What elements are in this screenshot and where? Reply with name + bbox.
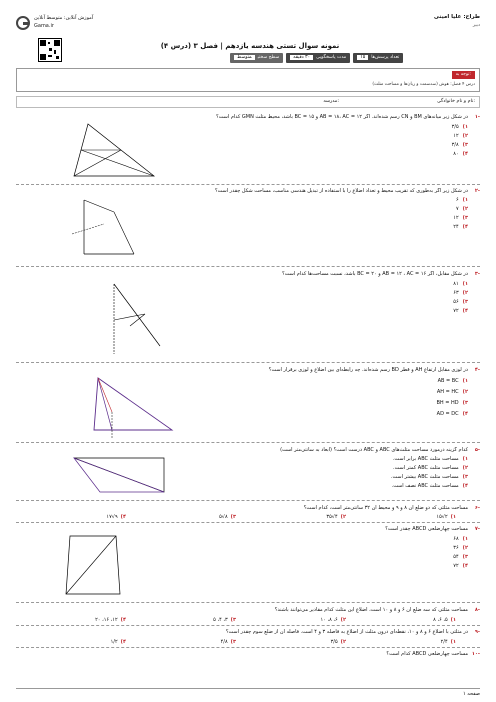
logo-domain: Gama.ir xyxy=(34,23,54,29)
question-text: کدام گزینه درمورد مساحت مثلث‌های ABC و ABC درست است؟ (ابعاد به سانتی‌متر است) xyxy=(280,447,468,453)
option[interactable]: ۳)۱۲ xyxy=(453,215,468,221)
divider xyxy=(16,442,480,443)
option[interactable]: ۲)۶، ۸، ۱۰ xyxy=(320,617,346,623)
designer-block xyxy=(434,14,480,29)
divider xyxy=(16,500,480,501)
option[interactable]: ۳)۵۶ xyxy=(453,299,468,305)
question-number: ۴- xyxy=(474,367,480,373)
option[interactable]: ۳)مساحت مثلث ABC بیشتر است. xyxy=(390,474,468,480)
option[interactable]: ۳)۴/۸ xyxy=(220,639,236,645)
geometry-figure-q3 xyxy=(100,280,180,360)
triangle-figure-q5 xyxy=(70,452,170,498)
question-text: مساحت چهارضلعی ABCD چقدر است؟ xyxy=(385,526,468,532)
option[interactable]: ۱)۲√۱۵ xyxy=(436,514,456,520)
question-text: در مثلثی با اضلاع ۶ و ۸ و ۱۰، نقطه‌ای درون مثلث از اضلاع به فاصله ۳ و ۴ است. فاصله آن از ضلع سوم چقدر است؟ xyxy=(225,629,468,635)
divider xyxy=(16,625,480,626)
option[interactable]: ۲)مساحت مثلث ABC کمتر است. xyxy=(392,465,468,471)
question-text: در شکل زیر اگر به‌طوری که تقریب محیط و تعداد اضلاع را با استفاده از تبدیل هندسی مناسب، مساحت شکل چقدر است؟ xyxy=(214,188,468,194)
question-text: مساحت مثلثی که دو ضلع آن ۸ و ۹ و محیط آن ۳۲ سانتی‌متر است، کدام است؟ xyxy=(303,505,468,511)
gama-logo xyxy=(16,14,94,32)
divider xyxy=(16,266,480,267)
option[interactable]: ۲)AH = HC xyxy=(436,389,468,395)
option[interactable]: ۴)۹√۱۷ xyxy=(106,514,126,520)
question-number: ۳- xyxy=(474,271,480,277)
option[interactable]: ۲)۳۶ xyxy=(453,545,468,551)
option[interactable]: ۲)۱۲ xyxy=(453,133,468,139)
question-number: ۲- xyxy=(474,188,480,194)
option[interactable]: ۴)۷۲ xyxy=(453,308,468,314)
option[interactable]: ۴)۷۲ xyxy=(453,563,468,569)
question-number: ۸- xyxy=(474,607,480,613)
divider xyxy=(16,602,480,603)
question-number: ۷- xyxy=(474,526,480,532)
question-text: مساحت چهارضلعی ABCD کدام است؟ xyxy=(386,651,468,657)
option[interactable]: ۱)۲/۴ xyxy=(440,639,456,645)
question-text: در لوزی مقابل ارتفاع AH و قطر BD رسم شده‌اند. چه رابطه‌ای بین اضلاع و لوزی برقرار است؟ xyxy=(268,367,468,373)
option[interactable]: ۳)۸√۵ xyxy=(219,514,236,520)
divider xyxy=(16,522,480,523)
option[interactable]: ۱)۳/۵ xyxy=(451,124,468,130)
info-tag: توجه به: xyxy=(452,71,475,79)
option[interactable]: ۱)AB = BC xyxy=(437,378,468,384)
geometry-figure-q2 xyxy=(64,194,144,264)
student-name-label: نام و نام خانوادگی: xyxy=(436,99,475,104)
option[interactable]: ۴)AD = DC xyxy=(436,411,468,417)
info-box xyxy=(16,68,480,92)
option[interactable]: ۳)BH = HD xyxy=(436,400,468,406)
divider xyxy=(16,647,480,648)
option[interactable]: ۳)۳، ۴، ۵ xyxy=(213,617,236,623)
question-number: ۹- xyxy=(474,629,480,635)
exam-meta-chips xyxy=(230,53,403,63)
option[interactable]: ۲)۶۳ xyxy=(453,290,468,296)
chip-duration: مدت پاسخگویی۳۰ دقیقه xyxy=(286,53,350,63)
option[interactable]: ۴)۱/۲ xyxy=(110,639,126,645)
option[interactable]: ۳)۵۴ xyxy=(453,554,468,560)
page-title: نمونه سوال تستی هندسه یازدهم | فصل ۳ (درس ۴) xyxy=(160,42,340,50)
question-number: ۱- xyxy=(474,114,480,120)
option[interactable]: ۱)۶ xyxy=(455,197,468,203)
chip-difficulty: سطح سختیمتوسط xyxy=(230,53,283,63)
option[interactable]: ۱)۸۱ xyxy=(453,281,468,287)
divider xyxy=(16,184,480,185)
question-number: ۶- xyxy=(474,505,480,511)
option[interactable]: ۲)۳/۵ xyxy=(330,639,346,645)
triangle-figure-q4 xyxy=(88,372,178,440)
option[interactable]: ۴)۲۴ xyxy=(453,224,468,230)
designer-role: دبیر xyxy=(472,22,480,28)
logo-text: آموزش آنلاین: متوسط آنلاین xyxy=(34,15,94,21)
option[interactable]: ۴)۱۲، ۱۶، ۲۰ xyxy=(95,617,126,623)
designer-name: طراح: علیا امینی xyxy=(433,14,480,20)
option[interactable]: ۴)۸۰ xyxy=(453,151,468,157)
question-number: ۱۰- xyxy=(471,651,480,657)
page-footer xyxy=(16,688,480,697)
chip-question-count: تعداد پرسش‌ها۱۵ xyxy=(353,53,403,63)
question-text: مساحت مثلثی که سه ضلع آن ۶ و ۸ و ۱۰ است، اضلاع این مثلث کدام مقادیر می‌توانند باشند؟ xyxy=(274,607,468,613)
quadrilateral-figure-q7 xyxy=(60,532,130,598)
triangle-figure-q1 xyxy=(70,120,160,182)
page-number: صفحه ۱ xyxy=(463,691,480,697)
option[interactable]: ۲)۴√۳۵ xyxy=(326,514,346,520)
info-text: درس ۴ فصل: هوش (سه‌سمت و زبان‌ها و مساحت مثلث) xyxy=(372,82,475,87)
question-text: در شکل زیر میانه‌های BM و CN رسم شده‌اند. اگر AB = ۱۸، AC = ۱۲ و BC = ۱۵ باشد، محیط مثلث GMN کدام است؟ xyxy=(216,114,468,120)
school-label: مدرسه: xyxy=(323,99,339,104)
divider xyxy=(16,362,480,363)
option[interactable]: ۴)مساحت مثلث ABC نصف است. xyxy=(391,483,468,489)
option[interactable]: ۱)۵، ۶، ۸ xyxy=(433,617,456,623)
question-text: در شکل مقابل، اگر AB = ۱۲ ، AC = ۱۶ و BC = ۲۰ باشد، نسبت مساحت‌ها کدام است؟ xyxy=(282,271,468,277)
option[interactable]: ۳)۳/۸ xyxy=(451,142,468,148)
option[interactable]: ۲)۷ xyxy=(455,206,468,212)
option[interactable]: ۱)مساحت مثلث ABC برابر است. xyxy=(392,456,468,462)
logo-icon xyxy=(16,16,30,30)
question-number: ۵- xyxy=(474,447,480,453)
student-info-bar xyxy=(16,96,480,108)
option[interactable]: ۱)۶۸ xyxy=(453,536,468,542)
qr-code-icon xyxy=(38,38,62,62)
